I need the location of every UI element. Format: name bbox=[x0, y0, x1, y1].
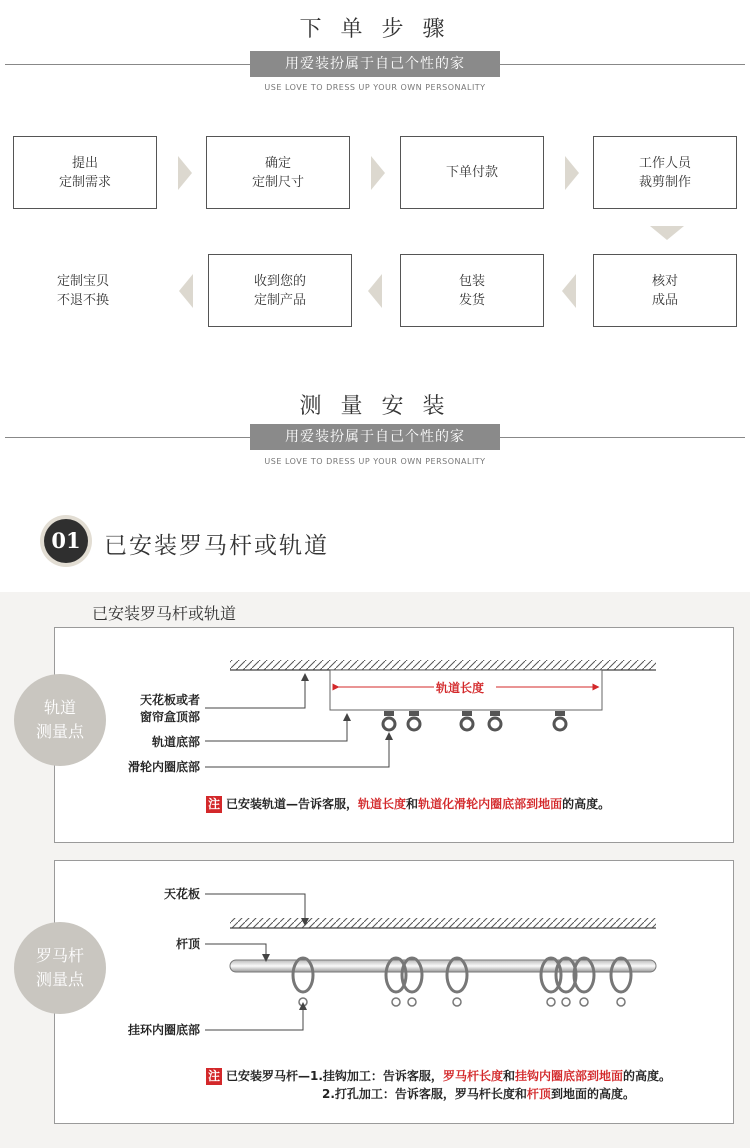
track-note bbox=[206, 795, 610, 813]
label-ceiling-or-box-top: 天花板或者 窗帘盒顶部 bbox=[139, 693, 200, 724]
note-highlight: 轨道长度 bbox=[358, 797, 407, 811]
step-request: 提出 定制需求 bbox=[13, 136, 157, 209]
section-band: 用爱装扮属于自己个性的家 bbox=[250, 424, 500, 450]
step-no-return: 定制宝贝 不退不换 bbox=[56, 273, 109, 308]
rod-measure-point-badge: 罗马杆 测量点 bbox=[14, 922, 106, 1014]
rod-note-line1 bbox=[206, 1067, 671, 1085]
note-text: 到地面的高度。 bbox=[550, 1087, 635, 1101]
rod-diagram bbox=[0, 880, 750, 1040]
note-text: 的高度。 bbox=[622, 1069, 671, 1083]
arrow-left-icon bbox=[562, 274, 576, 308]
label-ceiling: 天花板 bbox=[163, 887, 200, 901]
step-ship: 包装 发货 bbox=[400, 254, 544, 327]
note-text: 的高度。 bbox=[562, 797, 611, 811]
label-ring-inner-bottom: 挂环内圈底部 bbox=[127, 1023, 200, 1037]
rod-note-line2 bbox=[322, 1085, 635, 1102]
note-text: 已安装罗马杆—1.挂钩加工：告诉客服， bbox=[226, 1069, 443, 1083]
arrow-left-icon bbox=[368, 274, 382, 308]
section-band: 用爱装扮属于自己个性的家 bbox=[250, 51, 500, 77]
note-highlight: 罗马杆长度 bbox=[442, 1069, 503, 1083]
arrow-right-icon bbox=[565, 156, 579, 190]
step-check: 核对 成品 bbox=[593, 254, 737, 327]
section-subtitle: USE LOVE TO DRESS UP YOUR OWN PERSONALITY bbox=[264, 457, 486, 466]
note-text: 和 bbox=[406, 797, 419, 811]
step-production: 工作人员 裁剪制作 bbox=[593, 136, 737, 209]
section-title-order-steps: 下 单 步 骤 bbox=[299, 17, 451, 42]
arrow-down-icon bbox=[650, 226, 684, 240]
step-pay: 下单付款 bbox=[400, 136, 544, 209]
note-text: 已安装轨道—告诉客服， bbox=[226, 797, 359, 811]
label-rod-top: 杆顶 bbox=[175, 937, 200, 951]
arrow-left-icon bbox=[179, 274, 193, 308]
section-title-measure: 测 量 安 装 bbox=[299, 394, 451, 419]
section-subtitle: USE LOVE TO DRESS UP YOUR OWN PERSONALITY bbox=[264, 83, 486, 92]
arrow-right-icon bbox=[371, 156, 385, 190]
step-heading: 已安装罗马杆或轨道 bbox=[104, 533, 329, 559]
note-highlight: 杆顶 bbox=[526, 1087, 551, 1101]
note-tag: 注 bbox=[208, 1069, 221, 1083]
track-measure-point-badge: 轨道 测量点 bbox=[14, 674, 106, 766]
note-text: 和 bbox=[502, 1069, 515, 1083]
step-receive: 收到您的 定制产品 bbox=[208, 254, 352, 327]
step-subheading: 已安装罗马杆或轨道 bbox=[92, 604, 237, 623]
track-length-label: 轨道长度 bbox=[436, 681, 485, 695]
label-track-bottom: 轨道底部 bbox=[151, 735, 200, 749]
note-tag: 注 bbox=[208, 797, 221, 811]
note-highlight: 挂钩内圈底部到地面 bbox=[514, 1069, 623, 1083]
step-number: 01 bbox=[44, 519, 88, 563]
note-highlight: 轨道化滑轮内圈底部到地面 bbox=[418, 797, 563, 811]
arrow-right-icon bbox=[178, 156, 192, 190]
note-text: 2.打孔加工：告诉客服，罗马杆长度和 bbox=[322, 1087, 527, 1101]
step-confirm-size: 确定 定制尺寸 bbox=[206, 136, 350, 209]
label-roller-inner-bottom: 滑轮内圈底部 bbox=[127, 760, 200, 774]
